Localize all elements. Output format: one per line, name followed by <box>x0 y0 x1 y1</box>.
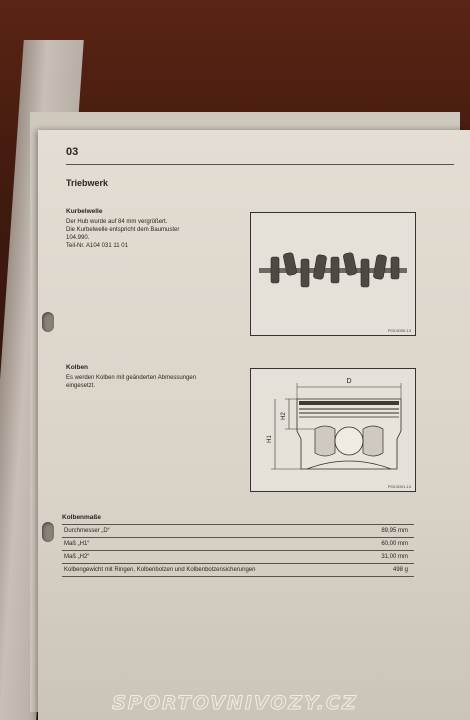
table-row <box>62 563 414 577</box>
piston-line: Es werden Kolben mit geänderten Abmessungen <box>66 375 197 381</box>
crankshaft-line: Teil-Nr. A104 031 11 01 <box>66 243 128 249</box>
piston-line: eingesetzt. <box>66 383 96 389</box>
table-title: Kolbenmaße <box>62 514 102 521</box>
row-value: 60,00 mm <box>381 541 408 547</box>
dimension-h2-label: H2 <box>281 412 287 420</box>
piston-figure <box>250 368 416 492</box>
row-value: 31,00 mm <box>381 554 408 560</box>
crankshaft-line: Die Kurbelwelle entspricht dem Baumuster <box>66 227 180 233</box>
row-label: Kolbengewicht mit Ringen, Kolbenbolzen und Kolbenbolzensicherungen <box>64 567 256 573</box>
piston-drawing <box>251 369 415 491</box>
row-label: Durchmesser „D“ <box>64 528 110 534</box>
document-page <box>38 130 470 720</box>
row-value: 498 g <box>392 567 408 573</box>
piston-dimensions-table <box>62 514 414 577</box>
piston-title: Kolben <box>66 364 89 371</box>
crankshaft-line: Der Hub wurde auf 84 mm vergrößert. <box>66 219 168 225</box>
table-row <box>62 524 414 537</box>
crankshaft-figure <box>250 212 416 336</box>
table-row <box>62 537 414 550</box>
site-watermark: SPORTOVNIVOZY.CZ <box>112 692 358 714</box>
dimension-d-label: D <box>346 378 352 385</box>
table-row <box>62 550 414 563</box>
crankshaft-title: Kurbelwelle <box>66 208 103 215</box>
page-number: 03 <box>66 146 79 158</box>
punch-hole <box>42 522 54 542</box>
row-label: Maß „H1“ <box>64 541 90 547</box>
figure-code: P03-5000-13 <box>387 328 411 333</box>
piston-text <box>66 374 196 390</box>
row-value: 89,95 mm <box>381 528 408 534</box>
row-label: Maß „H2“ <box>64 554 90 560</box>
section-title: Triebwerk <box>66 178 109 188</box>
header-rule <box>66 164 454 165</box>
crankshaft-text <box>66 218 179 250</box>
crankshaft-drawing <box>251 213 415 335</box>
crankshaft-line: 104.990. <box>66 235 90 241</box>
dimension-h1-label: H1 <box>267 435 273 443</box>
punch-hole <box>42 312 54 332</box>
figure-code: P03-5001-13 <box>387 484 411 489</box>
